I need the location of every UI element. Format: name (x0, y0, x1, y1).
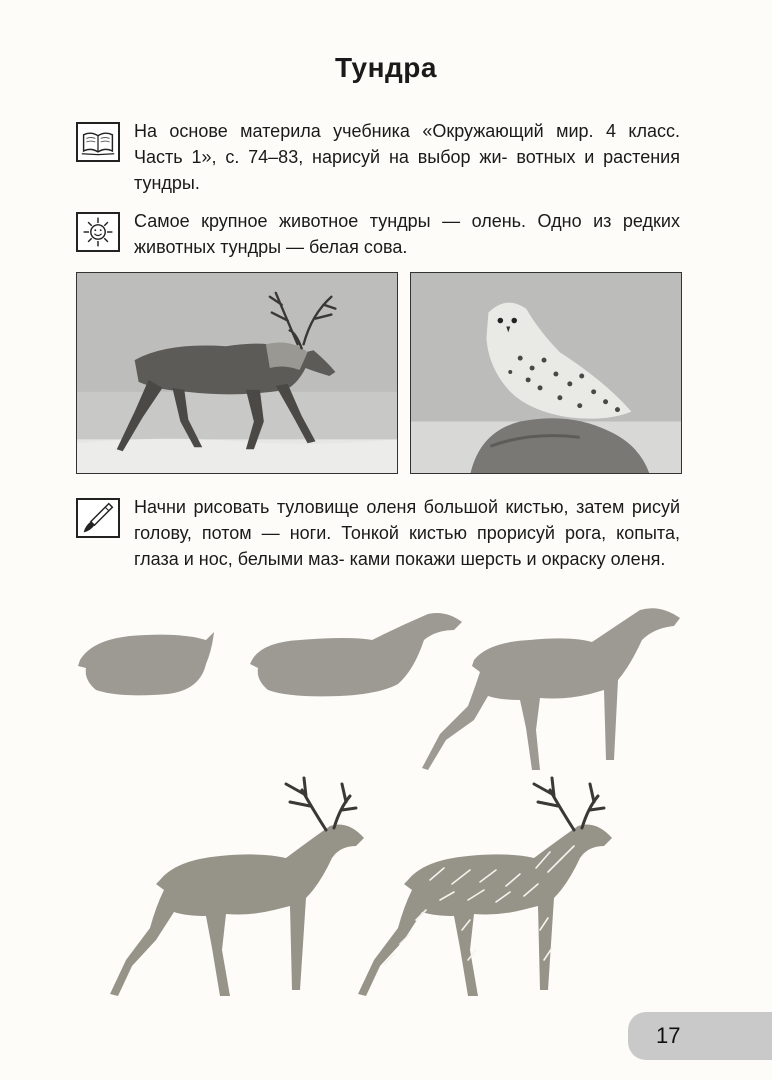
text-line: На основе материла учебника «Окружающий мир. (134, 121, 594, 141)
text-line: ками покажи шерсть и окраску оленя. (349, 549, 666, 569)
sun-icon (76, 212, 120, 252)
book-icon (76, 122, 120, 162)
reindeer-photo (76, 272, 398, 474)
fact-text (134, 208, 680, 260)
text-line: прорисуй рога, копыта, глаза и нос, белыми маз- (134, 523, 680, 569)
page-title: Тундра (335, 52, 437, 83)
brush-icon (76, 498, 120, 538)
brush-task-text (134, 494, 680, 572)
page-number-tab (628, 1012, 772, 1060)
step-1-torso (78, 632, 214, 695)
text-line: редких животных тундры — белая сова. (134, 211, 680, 257)
text-line: затем рисуй голову, потом — ноги. Тонкой кистью (134, 497, 680, 543)
text-line: Начни рисовать туловище оленя большой кистью, (134, 497, 569, 517)
step-2-torso-neck (250, 613, 462, 696)
text-line: Самое крупное животное тундры — олень. Одно из (134, 211, 612, 231)
text-line: 4 класс. Часть 1», с. 74–83, нарисуй на выбор жи- (134, 121, 680, 167)
page-number: 17 (656, 1023, 681, 1048)
reindeer-drawing-steps (0, 590, 772, 1010)
snowy-owl-photo (410, 272, 682, 474)
step-3-with-legs (422, 608, 680, 770)
book-task-text (134, 118, 680, 196)
step-5-with-fur (358, 778, 612, 996)
text-line: вотных и растения тундры. (134, 147, 680, 193)
step-4-with-antlers (110, 778, 364, 996)
